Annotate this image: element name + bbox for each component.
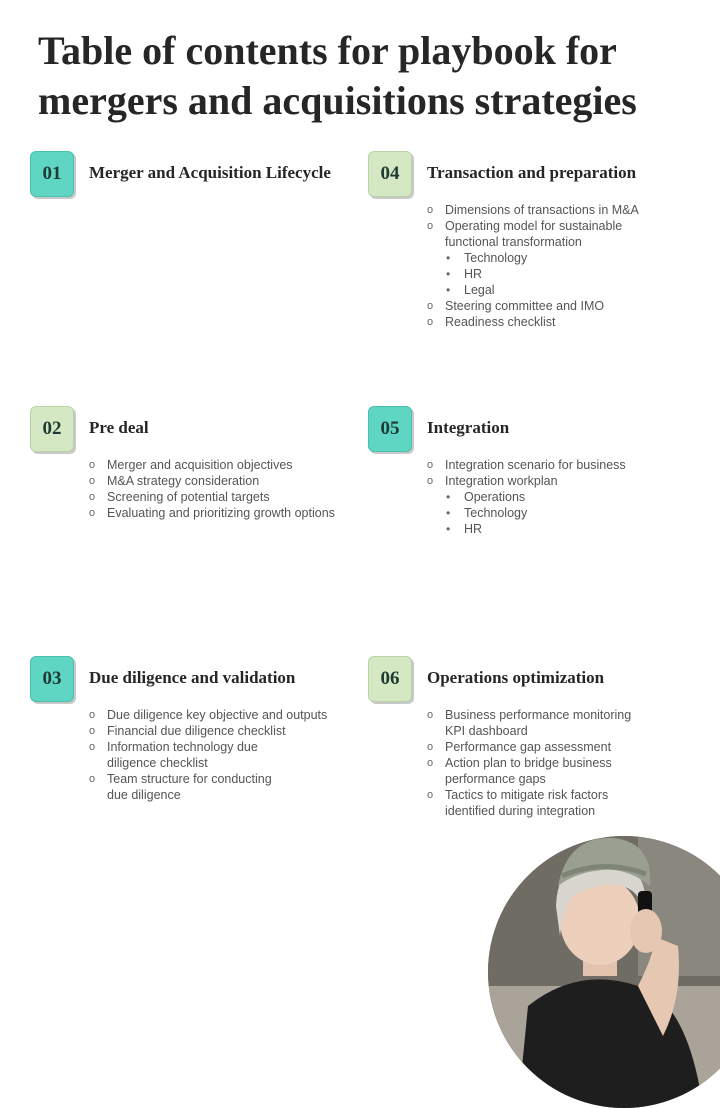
list-item: o Team structure for conducting: [89, 771, 327, 787]
sub-list-item: • Operations: [427, 489, 626, 505]
section-title: Pre deal: [89, 418, 149, 437]
list-item: o Integration scenario for business: [427, 457, 626, 473]
list-item: o Merger and acquisition objectives: [89, 457, 335, 473]
list-item-text: identified during integration: [445, 804, 596, 818]
section-item-list: [427, 202, 639, 330]
section-number-badge: 05: [368, 406, 412, 452]
section-number-badge: 02: [30, 406, 74, 452]
list-item-text: due diligence: [107, 788, 181, 802]
list-item: o Dimensions of transactions in M&A: [427, 202, 639, 218]
sub-list-item: • Technology: [427, 250, 639, 266]
section-item-list: [427, 707, 631, 819]
section-title: Operations optimization: [427, 668, 605, 687]
section-title: Integration: [427, 418, 510, 437]
person-photo: [488, 836, 720, 1108]
list-item-continuation: [427, 234, 639, 250]
title-line-2: mergers and acquisitions strategies: [38, 78, 637, 123]
list-item: o Evaluating and prioritizing growth options: [89, 505, 335, 521]
section-number-badge: 01: [30, 151, 74, 197]
list-item-continuation: [427, 723, 631, 739]
list-item-text: diligence checklist: [107, 756, 208, 770]
sub-list-item: • Legal: [427, 282, 639, 298]
section-title: Merger and Acquisition Lifecycle: [89, 163, 331, 182]
section-item-list: [89, 707, 327, 803]
list-item: o Performance gap assessment: [427, 739, 631, 755]
sub-list-item: • HR: [427, 521, 626, 537]
list-item-continuation: [427, 803, 631, 819]
list-item: o Due diligence key objective and outputs: [89, 707, 327, 723]
list-item-text: KPI dashboard: [445, 724, 528, 738]
list-item-text: functional transformation: [445, 235, 582, 249]
section-title: Transaction and preparation: [427, 163, 637, 182]
section-item-list: [427, 457, 626, 537]
list-item: o Operating model for sustainable: [427, 218, 639, 234]
section-number-badge: 04: [368, 151, 412, 197]
list-item: o Business performance monitoring: [427, 707, 631, 723]
section-item-list: [89, 457, 335, 521]
sub-list-item: • HR: [427, 266, 639, 282]
list-item-text: performance gaps: [445, 772, 546, 786]
list-item: o Readiness checklist: [427, 314, 639, 330]
list-item: o Information technology due: [89, 739, 327, 755]
section-number-badge: 03: [30, 656, 74, 702]
list-item: o Integration workplan: [427, 473, 626, 489]
page-title: [38, 26, 698, 126]
section-title: Due diligence and validation: [89, 668, 296, 687]
list-item-continuation: [427, 771, 631, 787]
list-item: o Financial due diligence checklist: [89, 723, 327, 739]
list-item: o Tactics to mitigate risk factors: [427, 787, 631, 803]
list-item-continuation: [89, 755, 327, 771]
title-line-1: Table of contents for playbook for: [38, 28, 617, 73]
list-item: o Action plan to bridge business: [427, 755, 631, 771]
list-item: o M&A strategy consideration: [89, 473, 335, 489]
list-item: o Screening of potential targets: [89, 489, 335, 505]
list-item: o Steering committee and IMO: [427, 298, 639, 314]
person-on-phone-icon: [488, 836, 720, 1108]
section-number-badge: 06: [368, 656, 412, 702]
list-item-continuation: [89, 787, 327, 803]
sub-list-item: • Technology: [427, 505, 626, 521]
